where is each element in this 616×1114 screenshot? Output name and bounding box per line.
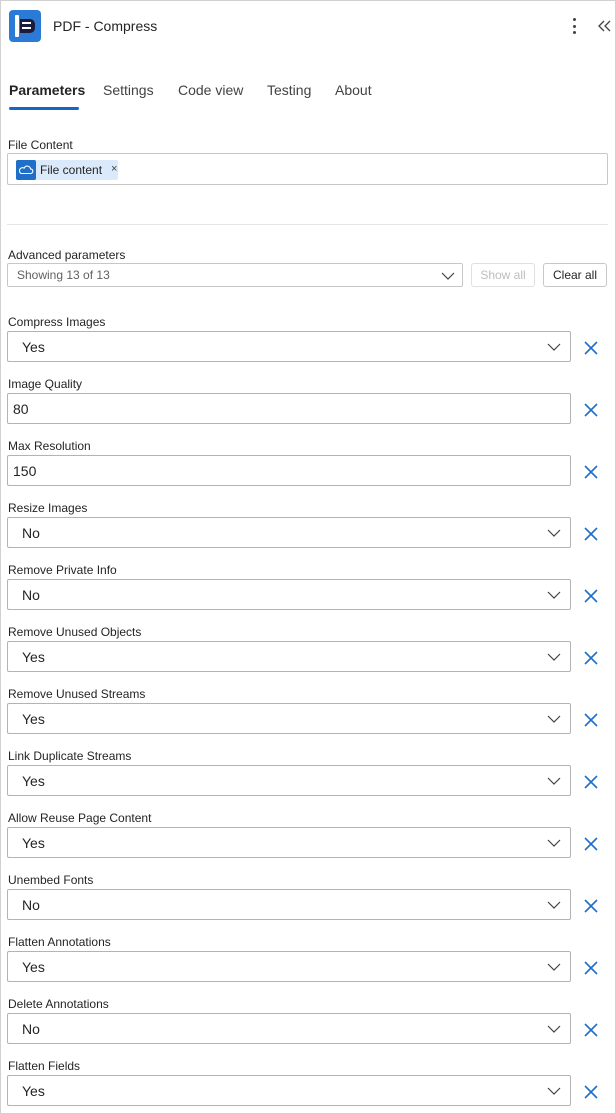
remove-parameter-icon[interactable] [583, 1022, 599, 1038]
param-value: Yes [22, 773, 45, 789]
onedrive-cloud-icon [16, 160, 36, 180]
param-label: Link Duplicate Streams [8, 749, 132, 763]
file-content-token-label: File content [40, 163, 103, 177]
tab-about[interactable]: About [335, 82, 372, 98]
tab-parameters[interactable]: Parameters [9, 82, 86, 98]
param-value: No [22, 525, 40, 541]
param-max-resolution [1, 439, 616, 501]
param-value: No [22, 1021, 40, 1037]
param-unembed-fonts [1, 873, 616, 935]
param-image-quality [1, 377, 616, 439]
param-label: Unembed Fonts [8, 873, 94, 887]
param-remove-unused-streams [1, 687, 616, 749]
chevron-down-icon [547, 1022, 561, 1036]
chevron-down-icon [547, 960, 561, 974]
max-resolution-input[interactable] [7, 455, 571, 486]
pdf-app-icon [9, 10, 41, 42]
unembed-fonts-dropdown[interactable] [7, 889, 571, 920]
remove-token-icon[interactable]: × [111, 163, 118, 175]
remove-parameter-icon[interactable] [583, 960, 599, 976]
file-content-token[interactable] [16, 160, 118, 180]
tab-settings[interactable]: Settings [103, 82, 154, 98]
resize-images-dropdown[interactable] [7, 517, 571, 548]
remove-parameter-icon[interactable] [583, 836, 599, 852]
remove-parameter-icon[interactable] [583, 774, 599, 790]
tab-bar [1, 79, 615, 113]
advanced-parameters-select[interactable] [7, 263, 463, 287]
remove-unused-streams-dropdown[interactable] [7, 703, 571, 734]
param-label: Flatten Fields [8, 1059, 81, 1073]
param-resize-images [1, 501, 616, 563]
panel-title: PDF - Compress [53, 18, 158, 34]
remove-parameter-icon[interactable] [583, 898, 599, 914]
param-remove-unused-objects [1, 625, 616, 687]
collapse-panel-icon[interactable] [597, 16, 613, 36]
chevron-down-icon [547, 1084, 561, 1098]
file-content-label: File Content [8, 138, 73, 152]
param-label: Compress Images [8, 315, 106, 329]
more-options-icon[interactable] [567, 16, 581, 36]
param-value: 80 [13, 401, 29, 417]
param-value: Yes [22, 711, 45, 727]
compress-images-dropdown[interactable] [7, 331, 571, 362]
param-label: Image Quality [8, 377, 83, 391]
chevron-down-icon [547, 650, 561, 664]
chevron-down-icon [547, 836, 561, 850]
param-value: 150 [13, 463, 37, 479]
show-all-button[interactable]: Show all [471, 263, 535, 287]
remove-parameter-icon[interactable] [583, 712, 599, 728]
chevron-down-icon [547, 340, 561, 354]
panel-header [1, 1, 615, 53]
remove-unused-objects-dropdown[interactable] [7, 641, 571, 672]
flatten-fields-dropdown[interactable] [7, 1075, 571, 1106]
remove-parameter-icon[interactable] [583, 650, 599, 666]
remove-parameter-icon[interactable] [583, 1084, 599, 1100]
param-compress-images [1, 315, 616, 377]
param-label: Allow Reuse Page Content [8, 811, 152, 825]
link-duplicate-streams-dropdown[interactable] [7, 765, 571, 796]
param-label: Remove Private Info [8, 563, 117, 577]
remove-parameter-icon[interactable] [583, 340, 599, 356]
advanced-parameters-value: Showing 13 of 13 [17, 268, 110, 282]
remove-parameter-icon[interactable] [583, 402, 599, 418]
flatten-annotations-dropdown[interactable] [7, 951, 571, 982]
param-flatten-fields [1, 1059, 616, 1114]
chevron-down-icon [547, 712, 561, 726]
image-quality-input[interactable] [7, 393, 571, 424]
remove-parameter-icon[interactable] [583, 464, 599, 480]
clear-all-button[interactable]: Clear all [543, 263, 607, 287]
file-content-input[interactable] [7, 153, 608, 185]
param-label: Remove Unused Streams [8, 687, 146, 701]
allow-reuse-page-content-dropdown[interactable] [7, 827, 571, 858]
param-value: Yes [22, 339, 45, 355]
remove-private-info-dropdown[interactable] [7, 579, 571, 610]
param-value: Yes [22, 1083, 45, 1099]
param-flatten-annotations [1, 935, 616, 997]
param-label: Max Resolution [8, 439, 91, 453]
remove-parameter-icon[interactable] [583, 588, 599, 604]
param-value: No [22, 897, 40, 913]
delete-annotations-dropdown[interactable] [7, 1013, 571, 1044]
param-remove-private-info [1, 563, 616, 625]
chevron-down-icon [441, 269, 455, 283]
chevron-down-icon [547, 774, 561, 788]
active-tab-indicator [9, 107, 79, 110]
chevron-down-icon [547, 588, 561, 602]
param-link-duplicate-streams [1, 749, 616, 811]
param-value: Yes [22, 959, 45, 975]
chevron-down-icon [547, 898, 561, 912]
param-label: Flatten Annotations [8, 935, 111, 949]
param-value: No [22, 587, 40, 603]
param-label: Delete Annotations [8, 997, 109, 1011]
param-value: Yes [22, 835, 45, 851]
param-allow-reuse-page-content [1, 811, 616, 873]
chevron-down-icon [547, 526, 561, 540]
param-label: Resize Images [8, 501, 88, 515]
param-value: Yes [22, 649, 45, 665]
param-delete-annotations [1, 997, 616, 1059]
param-label: Remove Unused Objects [8, 625, 142, 639]
tab-testing[interactable]: Testing [267, 82, 312, 98]
section-divider [7, 224, 608, 225]
remove-parameter-icon[interactable] [583, 526, 599, 542]
advanced-parameters-label: Advanced parameters [8, 248, 126, 262]
tab-code-view[interactable]: Code view [178, 82, 244, 98]
